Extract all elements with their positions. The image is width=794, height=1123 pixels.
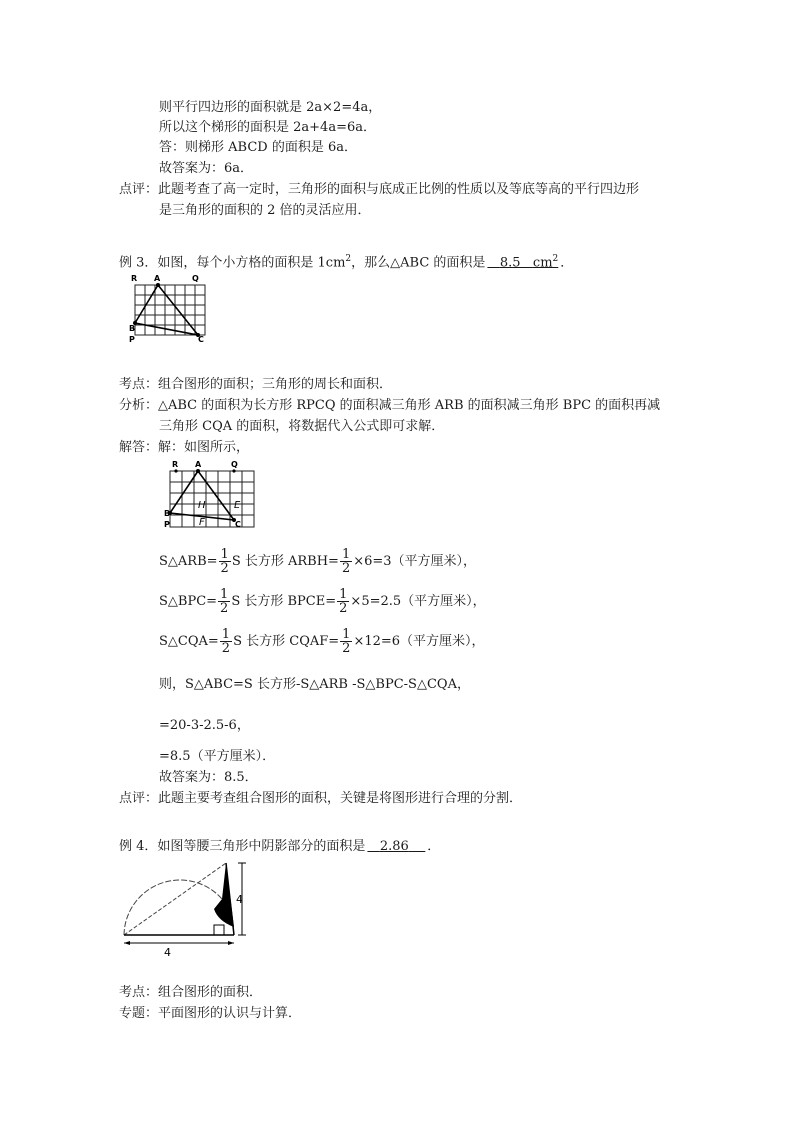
grid-figure-2 (161, 456, 261, 536)
eq-part: S△ARB= (159, 554, 218, 569)
kaodian: 考点：组合图形的面积． (119, 985, 263, 1000)
label-r: R (131, 274, 138, 283)
comment-line: 是三角形的面积的 2 倍的灵活应用． (159, 203, 371, 218)
kaodian: 考点：组合图形的面积；三角形的周长和面积． (119, 377, 393, 392)
text-line: 所以这个梯形的面积是 2a+4a=6a． (159, 120, 376, 135)
question-text: ． (427, 839, 441, 854)
answer-blank (485, 250, 560, 272)
equation-result: =8.5（平方厘米）． (159, 749, 276, 764)
label-c: C (235, 520, 241, 529)
denominator: 2 (221, 641, 231, 656)
fraction (220, 628, 232, 655)
label-a: A (195, 460, 202, 469)
denominator: 2 (342, 641, 351, 656)
answer-blank (365, 838, 427, 856)
eq-part: S△BPC= (159, 594, 218, 609)
eq-part: S 长方形 CQAF= (233, 634, 340, 649)
equation-bpc (159, 588, 486, 616)
text-line: 答：则梯形 ABCD 的面积是 6a． (159, 140, 357, 155)
answer-unit: cm (532, 255, 553, 271)
eq-part: S△CQA= (159, 634, 219, 649)
arc (124, 880, 222, 935)
numerator: 1 (221, 627, 231, 642)
numerator: 1 (339, 587, 348, 602)
denominator: 2 (220, 561, 229, 576)
denominator: 2 (220, 601, 229, 616)
label-q: Q (192, 274, 199, 283)
text-line: 则平行四边形的面积就是 2a×2=4a， (159, 100, 382, 115)
dimension-label: 4 (236, 893, 243, 906)
triangle-abc (135, 285, 198, 335)
label-c: C (198, 335, 204, 344)
comment-line: 点评：此题考查了高一定时，三角形的面积与底成正比例的性质以及等底等高的平行四边形 (119, 182, 640, 197)
denominator: 2 (341, 561, 351, 576)
eq-part: ×5=2.5（平方厘米）， (350, 594, 486, 609)
example-4-question (119, 838, 440, 856)
question-text: ，那么△ABC 的面积是 (351, 255, 486, 271)
question-text: 例 3．如图，每个小方格的面积是 1cm (119, 255, 346, 271)
label-b: B (164, 509, 171, 518)
label-q: Q (231, 460, 238, 469)
label-e: E (234, 500, 241, 511)
eq-part: ×6=3（平方厘米）， (353, 554, 477, 569)
superscript: 2 (552, 254, 559, 264)
text-line: 故答案为：6a． (159, 161, 254, 176)
triangle-abc (170, 471, 234, 520)
numerator: 1 (342, 627, 351, 642)
answer-value: 8.5 (499, 255, 521, 271)
label-p: P (164, 520, 170, 529)
eq-part: S 长方形 BPCE= (231, 594, 337, 609)
fenxi-cont: 三角形 CQA 的面积，将数据代入公式即可求解． (159, 419, 445, 434)
numerator: 1 (220, 547, 229, 562)
grid-figure-1 (125, 270, 215, 348)
fraction (340, 628, 352, 655)
label-h: H (198, 500, 206, 511)
fenxi: 分析：△ABC 的面积为长方形 RPCQ 的面积减三角形 ARB 的面积减三角形 BPC 的面积再减 (119, 398, 661, 413)
fraction (337, 588, 349, 615)
label-a: A (154, 274, 161, 283)
fraction (218, 588, 230, 615)
numerator: 1 (220, 587, 229, 602)
answer-value: 2.86 (379, 839, 409, 854)
eq-part: S 长方形 ARBH= (231, 554, 339, 569)
fraction (219, 548, 231, 575)
example-3-question: 例 3．如图，每个小方格的面积是 $1cm^2$，那么△ABC 的面积是 8.5 $cm^2$ ． (119, 250, 573, 272)
question-text: 例 4．如图等腰三角形中阴影部分的面积是 (119, 839, 366, 854)
label-b: B (129, 324, 136, 333)
eq-part: ×12=6（平方厘米）， (353, 634, 485, 649)
superscript: 2 (345, 254, 352, 264)
dimension-label: 4 (164, 946, 171, 959)
dianping: 点评：此题主要考查组合图形的面积，关键是将图形进行合理的分割． (119, 791, 523, 806)
fraction (340, 548, 352, 575)
label-p: P (129, 335, 135, 344)
shaded-region (214, 863, 234, 927)
zhuanti: 专题：平面图形的认识与计算． (119, 1006, 302, 1021)
answer-line: 故答案为：8.5． (159, 770, 258, 785)
semicircle-figure (118, 855, 258, 960)
equation-cqa (159, 628, 485, 656)
equation-arb (159, 548, 476, 576)
equation-total: 则，S△ABC=S 长方形-S△ARB -S△BPC-S△CQA， (159, 677, 470, 692)
numerator: 1 (341, 547, 351, 562)
equation-step: =20-3-2.5-6， (159, 718, 250, 733)
jieda: 解答：解：如图所示， (119, 440, 250, 455)
label-r: R (172, 460, 179, 469)
label-f: F (199, 517, 205, 528)
denominator: 2 (339, 601, 348, 616)
